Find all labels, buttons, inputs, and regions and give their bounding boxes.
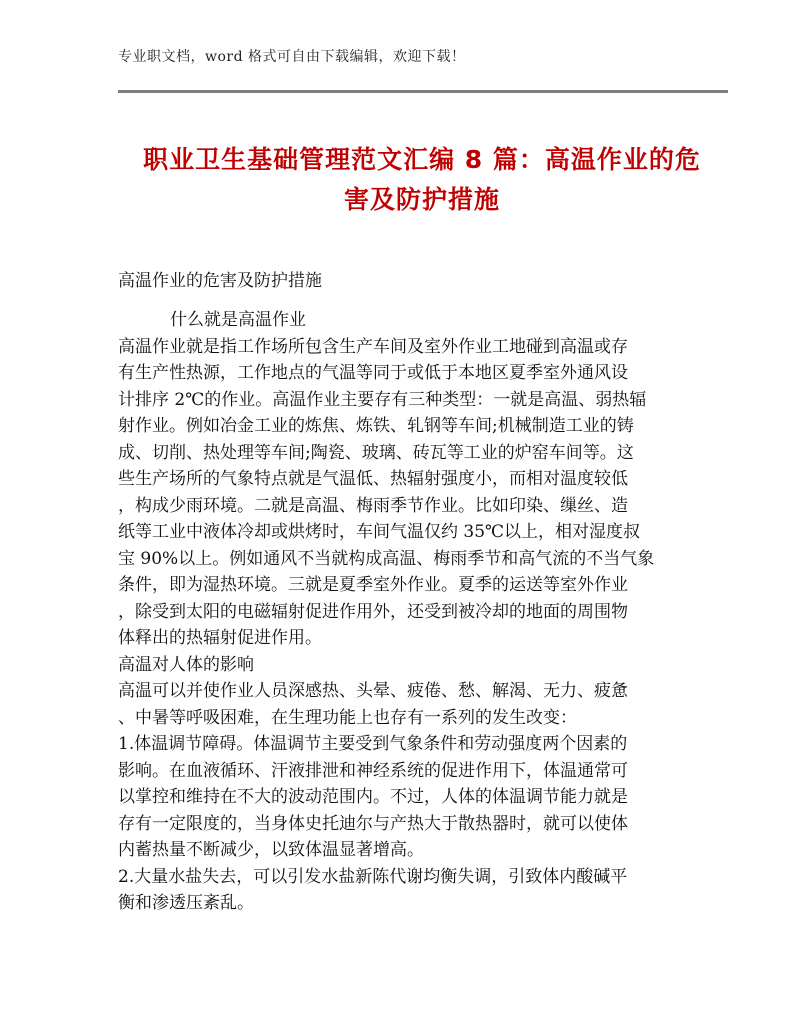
body-line: ，除受到太阳的电磁辐射促进作用外，还受到被冷却的地面的周围物 <box>118 601 628 622</box>
body-line: 体释出的热辐射促进作用。 <box>118 628 322 648</box>
section-heading: 高温作业的危害及防护措施 <box>118 271 322 291</box>
body-line: 有生产性热源，工作地点的气温等同于或低于本地区夏季室外通风设 <box>118 363 628 383</box>
subheading-effects-on-body: 高温对人体的影响 <box>118 654 254 675</box>
body-line: 高温作业就是指工作场所包含生产车间及室外作业工地碰到高温或存 <box>118 336 628 357</box>
body-line: 些生产场所的气象特点就是气温低、热辐射强度小，而相对温度较低 <box>118 469 628 489</box>
body-line: 纸等工业中液体冷却或烘烤时，车间气温仅约 35℃以上，相对湿度叔 <box>118 522 641 542</box>
body-line: 射作业。例如冶金工业的炼焦、炼铁、轧钢等车间;机械制造工业的铸 <box>118 416 634 436</box>
subheading-what-is-high-temp: 什么就是高温作业 <box>170 310 306 330</box>
body-line: 条件，即为湿热环境。三就是夏季室外作业。夏季的运送等室外作业 <box>118 575 628 595</box>
body-line: 计排序 2℃的作业。高温作业主要存有三种类型：一就是高温、弱热辐 <box>118 389 647 410</box>
body-text <box>118 307 678 917</box>
body-line: 2.大量水盐失去，可以引发水盐新陈代谢均衡失调，引致体内酸碱平 <box>118 866 628 887</box>
title-line-1: 职业卫生基础管理范文汇编 8 篇：高温作业的危 <box>143 145 701 174</box>
body-line: ，构成少雨环境。二就是高温、梅雨季节作业。比如印染、缫丝、造 <box>118 495 628 516</box>
body-line: 影响。在血液循环、汗液排泄和神经系统的促进作用下，体温通常可 <box>118 760 628 781</box>
body-line: 内蓄热量不断减少，以致体温显著增高。 <box>118 840 424 860</box>
body-line: 衡和渗透压紊乱。 <box>118 893 254 913</box>
body-line: 高温可以并使作业人员深感热、头晕、疲倦、愁、解渴、无力、疲惫 <box>118 681 628 701</box>
body-line: 1.体温调节障碍。体温调节主要受到气象条件和劳动强度两个因素的 <box>118 734 628 754</box>
document-title <box>112 140 732 220</box>
body-line: 存有一定限度的，当身体史托迪尔与产热大于散热器时，就可以使体 <box>118 813 628 834</box>
body-line: 成、切削、热处理等车间;陶瓷、玻璃、砖瓦等工业的炉窑车间等。这 <box>118 442 634 463</box>
title-line-2: 害及防护措施 <box>343 185 500 214</box>
header-note: 专业职文档，word 格式可自由下载编辑，欢迎下载！ <box>118 49 466 65</box>
body-line: 以掌控和维持在不大的波动范围内。不过，人体的体温调节能力就是 <box>118 787 628 807</box>
body-line: 、中暑等呼吸困难，在生理功能上也存有一系列的发生改变： <box>118 707 577 728</box>
body-line: 宝 90%以上。例如通风不当就构成高温、梅雨季节和高气流的不当气象 <box>118 548 655 569</box>
header-divider <box>118 90 728 93</box>
